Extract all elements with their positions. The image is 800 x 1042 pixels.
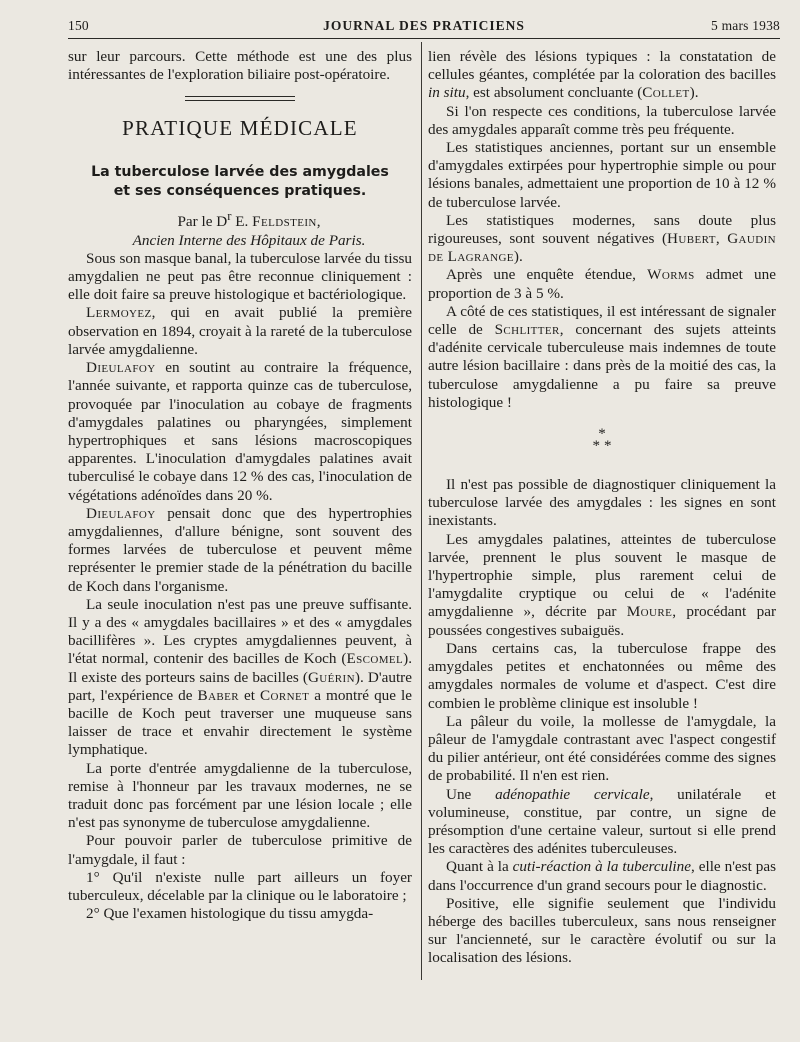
byline-suffix: ,	[316, 213, 321, 231]
paragraph	[68, 359, 412, 505]
text: admet une proportion de 3 à 5 %.	[428, 266, 776, 302]
running-head	[68, 12, 780, 38]
right-column	[428, 48, 776, 968]
byline-sup: r	[227, 209, 232, 224]
paragraph: Il n'est pas possible de diagnostiquer cliniquement la tuberculose larvée des amygdales : les signes en sont inexistants.	[428, 476, 776, 530]
text: , est absolument concluante (	[465, 84, 643, 102]
paragraph	[428, 531, 776, 640]
issue-date: 5 mars 1938	[711, 18, 780, 33]
paragraph	[428, 786, 776, 859]
person-name: Escomel	[346, 650, 404, 668]
paragraph: La pâleur du voile, la mollesse de l'amygdale, la pâleur de l'amygdale contrastant avec l'aspect congestif du pilier antérieur, ont été considérées comme des signes de probabilité. Il n'en est rien.	[428, 712, 776, 785]
person-name: Dieulafoy	[86, 359, 156, 377]
asterism-separator	[428, 426, 776, 455]
text: Quant à la	[446, 858, 513, 876]
text: en soutint au contraire la fréquence, l'année suivante, et rapporta quinze cas de tuberculose, provoquée par l'inoculation au cobaye de fragments d'amygdales palatines ou pharyngées, simplement hypertrophiques et sans lésions macroscopiques apparentes. L'inoculation d'amygdales palatines avait tuberculisé le cobaye dans 12 % des cas, l'inoculation de végétations adénoïdes dans 20 %.	[68, 359, 412, 504]
paragraph	[68, 505, 412, 596]
text: a montré que le bacille de Koch peut traverser une muqueuse sans laisser de trace et envahir directement le système lymphatique.	[68, 686, 412, 759]
paragraph	[428, 303, 776, 412]
left-column	[68, 48, 412, 923]
text: ,	[715, 230, 728, 248]
paragraph: Si l'on respecte ces conditions, la tuberculose larvée des amygdales apparaît comme très peu fréquente.	[428, 102, 776, 138]
asterism-top: *	[598, 426, 606, 443]
carryover-paragraph: sur leur parcours. Cette méthode est une des plus intéressantes de l'exploration biliaire post-opératoire.	[68, 48, 412, 84]
text: La seule inoculation n'est pas une preuve suffisante. Il y a des « amygdales bacillaires » et des « amygdales bacillifères ». Les cryptes amygdaliennes peuvent, à l'état normal, contenir des bacilles de Koch (	[68, 595, 412, 668]
text: Une	[446, 785, 496, 803]
article-title	[68, 163, 412, 201]
person-name: Hubert	[667, 230, 716, 248]
person-name: Collet	[642, 84, 690, 102]
section-title: PRATIQUE MÉDICALE	[122, 116, 358, 141]
article-title-line-2: et ses conséquences pratiques.	[113, 183, 367, 200]
text: , procédant par poussées congestives subaiguës.	[428, 603, 776, 639]
italic-term: in situ	[428, 84, 466, 102]
person-name: Baber	[197, 686, 240, 704]
column-divider	[421, 42, 422, 980]
text: , concernant des sujets atteints d'adénite cervicale tuberculeuse mais indemnes de toute autre lésion bacillaire : dans près de la moitié des cas, la tuberculose amygdalienne a pu faire sa preuve histologique !	[428, 321, 777, 411]
person-name: Cornet	[260, 686, 310, 704]
list-item: 2° Que l'examen histologique du tissu amygda-	[86, 905, 374, 923]
text: ).	[513, 248, 523, 266]
text: , unilatérale et volumineuse, constitue, par contre, un signe de présomption d'une certaine valeur, surtout si elle prend les caractères des adénites tuberculeuses.	[428, 785, 776, 858]
paragraph	[68, 304, 412, 359]
text: Après une enquête étendue,	[446, 266, 648, 284]
text: Les statistiques modernes, sans doute plus rigoureuses, sont souvent négatives (	[428, 211, 776, 248]
paragraph	[428, 48, 776, 103]
text: , elle n'est pas dans l'occurrence d'un grand secours pour le diagnostic.	[428, 858, 776, 894]
paragraph: Pour pouvoir parler de tuberculose primitive de l'amygdale, il faut :	[68, 832, 412, 868]
byline-prefix: Par le D	[177, 213, 228, 231]
text: pensait donc que des hypertrophies amygdaliennes, d'allure bénigne, sont souvent des formes larvées de tuberculose et peuvent même représenter le premier stade de la pénétration du bacille de Koch dans l'organisme.	[68, 504, 412, 595]
byline-initial: E.	[231, 213, 253, 231]
author-name: Feldstein	[252, 213, 317, 231]
journal-title: JOURNAL DES PRATICIENS	[323, 18, 525, 33]
paragraph: Dans certains cas, la tuberculose frappe des amygdales petites et enchatonnées ou même des amygdales normales de volume et d'aspect. C'est dire combien le problème clinique est insoluble !	[428, 639, 776, 712]
paragraph	[428, 212, 776, 267]
italic-term: adénopathie cervicale	[495, 785, 650, 803]
text: Les amygdales palatines, atteintes de tuberculose larvée, prennent le plus souvent le masque de l'hypertrophie simple, plus rarement celui de l'amygdalite cryptique ou celui de « l'adénite amygdalienne », décrite par	[428, 530, 776, 621]
text: lien révèle des lésions typiques : la constatation de cellules géantes, complétée par la coloration des bacilles	[428, 48, 776, 84]
text: ).	[689, 84, 699, 102]
text: et	[239, 686, 261, 704]
byline	[68, 207, 412, 231]
paragraph: Positive, elle signifie seulement que l'individu héberge des bacilles tuberculeux, sans nous renseigner sur l'ancienneté, sur le caractère évolutif ou sur la localisation des lésions.	[428, 894, 776, 967]
person-name: Schlitter	[494, 321, 560, 339]
asterism-bottom: **	[592, 438, 616, 455]
person-name: Gaudin de Lagrange	[428, 230, 776, 266]
header-rule	[68, 38, 780, 39]
text: A côté de ces statistiques, il est intéressant de signaler celle de	[428, 302, 776, 339]
text: ). Il existe des porteurs sains de bacilles (	[68, 650, 412, 686]
paragraph: Sous son masque banal, la tuberculose larvée du tissu amygdalien ne peut pas être reconnue cliniquement : elle doit faire sa preuve histologique et bactériologique.	[68, 249, 412, 304]
text: ). D'autre part, l'expérience de	[68, 668, 412, 704]
person-name: Dieulafoy	[86, 504, 156, 522]
paragraph: La porte d'entrée amygdalienne de la tuberculose, remise à l'honneur par les travaux modernes, ne se traduit donc pas forcément par une lésion locale ; elle n'est pas synonyme de tuberculose amygdalienne.	[68, 759, 412, 832]
paragraph	[428, 858, 776, 894]
person-name: Lermoyez	[86, 304, 152, 322]
text: , qui en avait publié la première observation en 1894, croyait à la rareté de la tuberculose larvée amygdalienne.	[68, 304, 412, 358]
person-name: Guérin	[307, 668, 355, 686]
section-separator	[185, 96, 295, 101]
person-name: Moure	[626, 603, 673, 621]
author-affiliation: Ancien Interne des Hôpitaux de Paris.	[132, 231, 366, 249]
italic-term: cuti-réaction à la tuberculine	[512, 858, 691, 876]
list-item: 1° Qu'il n'existe nulle part ailleurs un foyer tuberculeux, décelable par la clinique ou le laboratoire ;	[68, 868, 412, 904]
paragraph: Les statistiques anciennes, portant sur un ensemble d'amygdales extirpées pour hypertrophie simple ou pour lésions banales, admettaient une proportion de 10 à 12 % de tuberculose larvée.	[428, 139, 776, 211]
paragraph	[428, 266, 776, 302]
paragraph	[68, 596, 412, 760]
person-name: Worms	[647, 266, 695, 284]
page-number: 150	[68, 18, 89, 33]
article-title-line-1: La tuberculose larvée des amygdales	[91, 164, 389, 181]
